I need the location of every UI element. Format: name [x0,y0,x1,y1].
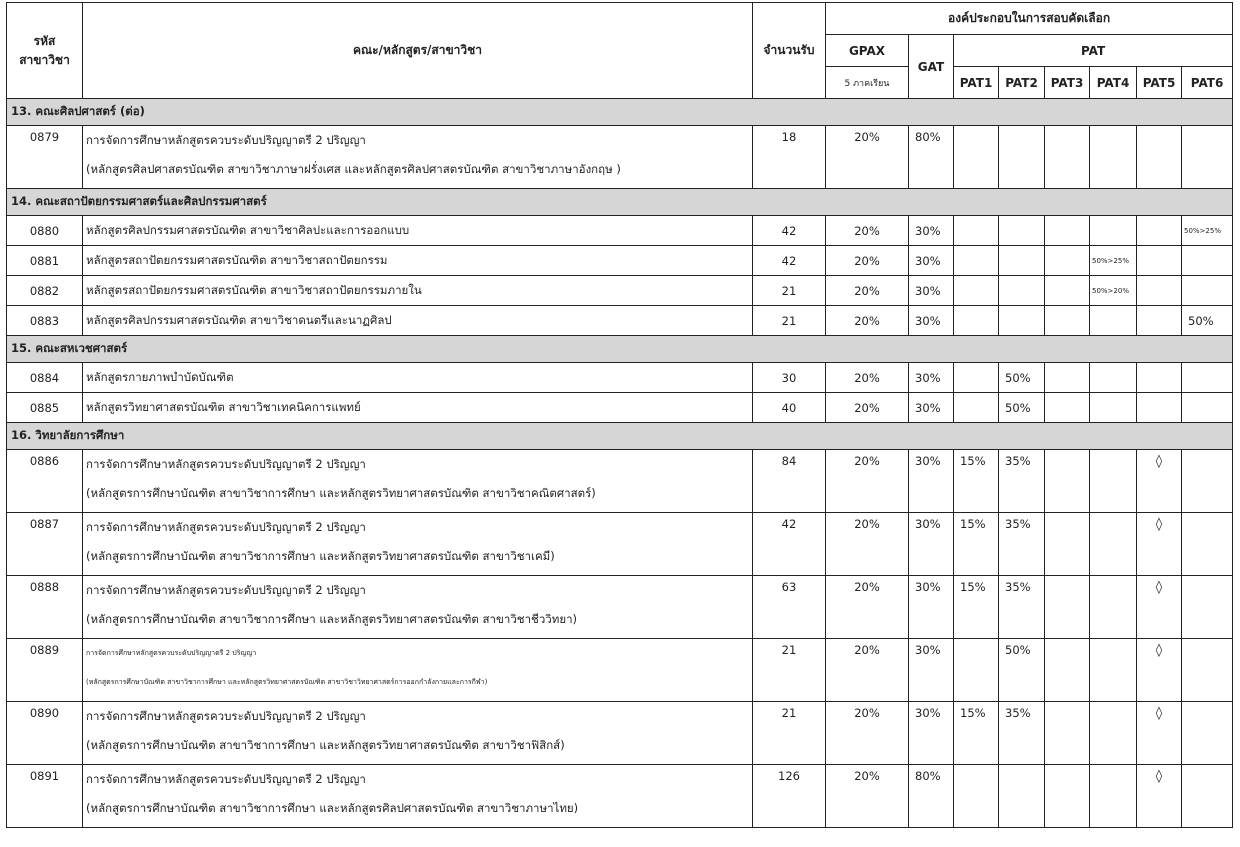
code-header [7,3,83,99]
program-code: 0886 [7,450,83,513]
pat6-value [1182,276,1233,306]
pat2-value [999,306,1045,336]
pat2-value: 50% [999,639,1045,702]
quota-value: 63 [753,576,826,639]
program-name-line1: หลักสูตรศิลปกรรมศาสตรบัณฑิต สาขาวิชาศิลปะและการออกแบบ [86,223,410,237]
pat1-value [954,126,999,189]
section-header-row [7,336,1233,363]
table-row [7,246,1233,276]
program-name-line2: (หลักสูตรการศึกษาบัณฑิต สาขาวิชาการศึกษา และหลักสูตรวิทยาศาสตรบัณฑิต สาขาวิชาวิทยาศาสตร์การออกกำลังกายและการกีฬา) [86,678,488,686]
pat1-value [954,246,999,276]
pat5-value: ◊ [1137,765,1182,828]
pat1-value: 15% [954,702,999,765]
gat-value: 30% [909,702,954,765]
gpax-value: 20% [826,246,909,276]
pat1-value [954,639,999,702]
gat-value: 30% [909,393,954,423]
pat2-header: PAT2 [999,67,1045,99]
table-row [7,513,1233,576]
pat4-value [1090,126,1137,189]
gpax-header: GPAX [826,35,909,67]
program-code: 0882 [7,276,83,306]
program-name-cell [83,126,753,189]
pat2-value [999,765,1045,828]
program-name-cell [83,246,753,276]
gpax-value: 20% [826,513,909,576]
table-row [7,702,1233,765]
pat4-header: PAT4 [1090,67,1137,99]
pat2-value [999,216,1045,246]
program-name-line1: หลักสูตรศิลปกรรมศาสตรบัณฑิต สาขาวิชาดนตรีและนาฏศิลป [86,313,392,327]
pat5-value [1137,393,1182,423]
pat5-value: ◊ [1137,513,1182,576]
admission-table [6,2,1233,828]
table-row [7,126,1233,189]
quota-value: 30 [753,363,826,393]
program-code: 0885 [7,393,83,423]
program-name-line1: การจัดการศึกษาหลักสูตรควบระดับปริญญาตรี 2 ปริญญา [86,709,366,723]
program-name-line1: การจัดการศึกษาหลักสูตรควบระดับปริญญาตรี 2 ปริญญา [86,583,366,597]
pat2-value [999,126,1045,189]
quota-value: 126 [753,765,826,828]
program-code: 0884 [7,363,83,393]
program-name-line2: (หลักสูตรศิลปศาสตรบัณฑิต สาขาวิชาภาษาฝรั่งเศส และหลักสูตรศิลปศาสตรบัณฑิต สาขาวิชาภาษาอังกฤษ ) [86,162,621,176]
pat4-value [1090,639,1137,702]
pat3-value [1045,363,1090,393]
pat6-value [1182,363,1233,393]
pat1-header: PAT1 [954,67,999,99]
quota-value: 21 [753,702,826,765]
pat6-value [1182,450,1233,513]
table-row [7,393,1233,423]
table-row [7,639,1233,702]
section-title: 13. คณะศิลปศาสตร์ (ต่อ) [7,99,1233,126]
program-name-cell [83,765,753,828]
gat-value: 30% [909,576,954,639]
program-name-cell [83,702,753,765]
gpax-value: 20% [826,216,909,246]
gat-value: 30% [909,246,954,276]
pat4-value [1090,513,1137,576]
pat4-value [1090,306,1137,336]
program-name-cell [83,276,753,306]
pat6-value [1182,513,1233,576]
table-row [7,450,1233,513]
gpax-value: 20% [826,276,909,306]
program-name-line1: การจัดการศึกษาหลักสูตรควบระดับปริญญาตรี 2 ปริญญา [86,457,366,471]
program-name-line2: (หลักสูตรการศึกษาบัณฑิต สาขาวิชาการศึกษา และหลักสูตรวิทยาศาสตรบัณฑิต สาขาวิชาเคมี) [86,549,555,563]
program-header: คณะ/หลักสูตร/สาขาวิชา [83,3,753,99]
pat3-value [1045,765,1090,828]
pat4-value [1090,393,1137,423]
gpax-value: 20% [826,393,909,423]
program-name-cell [83,363,753,393]
gat-value: 30% [909,276,954,306]
pat2-value: 35% [999,513,1045,576]
table-header [7,3,1233,99]
pat2-value [999,276,1045,306]
program-name-cell [83,306,753,336]
pat6-value: 50%>25% [1182,216,1233,246]
quota-header: จำนวนรับ [753,3,826,99]
pat5-value [1137,126,1182,189]
program-name-cell [83,576,753,639]
gpax-value: 20% [826,702,909,765]
program-name-line2: (หลักสูตรการศึกษาบัณฑิต สาขาวิชาการศึกษา และหลักสูตรวิทยาศาสตรบัณฑิต สาขาวิชาคณิตศาสตร์) [86,486,596,500]
pat4-value [1090,765,1137,828]
gat-value: 80% [909,765,954,828]
pat3-value [1045,702,1090,765]
pat1-value: 15% [954,513,999,576]
table-row [7,276,1233,306]
pat3-value [1045,576,1090,639]
gat-value: 30% [909,216,954,246]
gpax-value: 20% [826,576,909,639]
pat5-value [1137,306,1182,336]
gpax-value: 20% [826,306,909,336]
pat3-value [1045,216,1090,246]
pat5-value: ◊ [1137,702,1182,765]
quota-value: 21 [753,639,826,702]
program-name-line1: การจัดการศึกษาหลักสูตรควบระดับปริญญาตรี 2 ปริญญา [86,133,366,147]
program-code: 0889 [7,639,83,702]
gpax-value: 20% [826,765,909,828]
pat3-value [1045,450,1090,513]
program-code: 0879 [7,126,83,189]
pat3-value [1045,276,1090,306]
code-header-line1: รหัส [33,33,56,48]
quota-value: 21 [753,306,826,336]
pat5-value [1137,363,1182,393]
table-row [7,765,1233,828]
gpax-value: 20% [826,450,909,513]
pat3-header: PAT3 [1045,67,1090,99]
pat5-value: ◊ [1137,576,1182,639]
program-name-cell [83,216,753,246]
pat5-value [1137,276,1182,306]
quota-value: 18 [753,126,826,189]
quota-value: 84 [753,450,826,513]
program-name-cell [83,450,753,513]
program-code: 0890 [7,702,83,765]
program-name-line1: หลักสูตรสถาปัตยกรรมศาสตรบัณฑิต สาขาวิชาสถาปัตยกรรม [86,253,388,267]
pat6-value [1182,702,1233,765]
program-code: 0880 [7,216,83,246]
pat6-value [1182,639,1233,702]
pat2-value [999,246,1045,276]
pat1-value [954,363,999,393]
pat4-value: 50%>25% [1090,246,1137,276]
pat4-value [1090,702,1137,765]
pat3-value [1045,246,1090,276]
pat1-value [954,276,999,306]
pat6-value [1182,393,1233,423]
pat3-value [1045,306,1090,336]
program-name-line2: (หลักสูตรการศึกษาบัณฑิต สาขาวิชาการศึกษา และหลักสูตรวิทยาศาสตรบัณฑิต สาขาวิชาฟิสิกส์) [86,738,565,752]
pat1-value: 15% [954,576,999,639]
gat-value: 30% [909,639,954,702]
gpax-value: 20% [826,363,909,393]
gat-value: 30% [909,363,954,393]
section-title: 14. คณะสถาปัตยกรรมศาสตร์และศิลปกรรมศาสตร์ [7,189,1233,216]
program-code: 0887 [7,513,83,576]
pat2-value: 35% [999,450,1045,513]
gat-value: 30% [909,306,954,336]
program-name-line1: หลักสูตรสถาปัตยกรรมศาสตรบัณฑิต สาขาวิชาสถาปัตยกรรมภายใน [86,283,422,297]
quota-value: 42 [753,246,826,276]
program-name-line1: การจัดการศึกษาหลักสูตรควบระดับปริญญาตรี 2 ปริญญา [86,772,366,786]
pat3-value [1045,639,1090,702]
pat3-value [1045,513,1090,576]
gat-value: 80% [909,126,954,189]
pat3-value [1045,126,1090,189]
pat2-value: 50% [999,393,1045,423]
section-title: 16. วิทยาลัยการศึกษา [7,423,1233,450]
components-header: องค์ประกอบในการสอบคัดเลือก [826,3,1233,35]
pat3-value [1045,393,1090,423]
pat4-value [1090,576,1137,639]
pat1-value: 15% [954,450,999,513]
program-name-line1: หลักสูตรกายภาพบำบัดบัณฑิต [86,370,234,384]
section-header-row [7,423,1233,450]
pat1-value [954,306,999,336]
program-name-line1: หลักสูตรวิทยาศาสตรบัณฑิต สาขาวิชาเทคนิคการแพทย์ [86,400,361,414]
program-code: 0883 [7,306,83,336]
section-header-row [7,99,1233,126]
pat6-value [1182,246,1233,276]
pat5-header: PAT5 [1137,67,1182,99]
pat4-value [1090,216,1137,246]
pat6-value: 50% [1182,306,1233,336]
table-row [7,363,1233,393]
pat4-value [1090,450,1137,513]
program-code: 0891 [7,765,83,828]
pat2-value: 35% [999,702,1045,765]
pat-header: PAT [954,35,1233,67]
section-header-row [7,189,1233,216]
program-name-line2: (หลักสูตรการศึกษาบัณฑิต สาขาวิชาการศึกษา และหลักสูตรวิทยาศาสตรบัณฑิต สาขาวิชาชีววิทยา) [86,612,578,626]
program-code: 0888 [7,576,83,639]
pat2-value: 50% [999,363,1045,393]
pat6-value [1182,765,1233,828]
gat-header: GAT [909,35,954,99]
quota-value: 42 [753,216,826,246]
pat6-value [1182,126,1233,189]
program-name-cell [83,393,753,423]
table-row [7,216,1233,246]
table-row [7,306,1233,336]
program-name-line1: การจัดการศึกษาหลักสูตรควบระดับปริญญาตรี 2 ปริญญา [86,520,366,534]
program-name-line2: (หลักสูตรการศึกษาบัณฑิต สาขาวิชาการศึกษา และหลักสูตรศิลปศาสตรบัณฑิต สาขาวิชาภาษาไทย) [86,801,579,815]
program-name-cell [83,513,753,576]
pat1-value [954,765,999,828]
gat-value: 30% [909,513,954,576]
table-row [7,576,1233,639]
pat4-value: 50%>20% [1090,276,1137,306]
gpax-sub-header: 5 ภาคเรียน [826,67,909,99]
pat1-value [954,216,999,246]
program-code: 0881 [7,246,83,276]
pat5-value: ◊ [1137,639,1182,702]
gpax-value: 20% [826,126,909,189]
quota-value: 21 [753,276,826,306]
pat6-value [1182,576,1233,639]
table-body [7,99,1233,828]
pat2-value: 35% [999,576,1045,639]
pat6-header: PAT6 [1182,67,1233,99]
section-title: 15. คณะสหเวชศาสตร์ [7,336,1233,363]
pat5-value [1137,216,1182,246]
gat-value: 30% [909,450,954,513]
pat5-value [1137,246,1182,276]
pat1-value [954,393,999,423]
program-name-cell [83,639,753,702]
code-header-line2: สาขาวิชา [19,52,70,67]
quota-value: 40 [753,393,826,423]
gpax-value: 20% [826,639,909,702]
program-name-line1: การจัดการศึกษาหลักสูตรควบระดับปริญญาตรี 2 ปริญญา [86,649,257,657]
quota-value: 42 [753,513,826,576]
pat4-value [1090,363,1137,393]
pat5-value: ◊ [1137,450,1182,513]
